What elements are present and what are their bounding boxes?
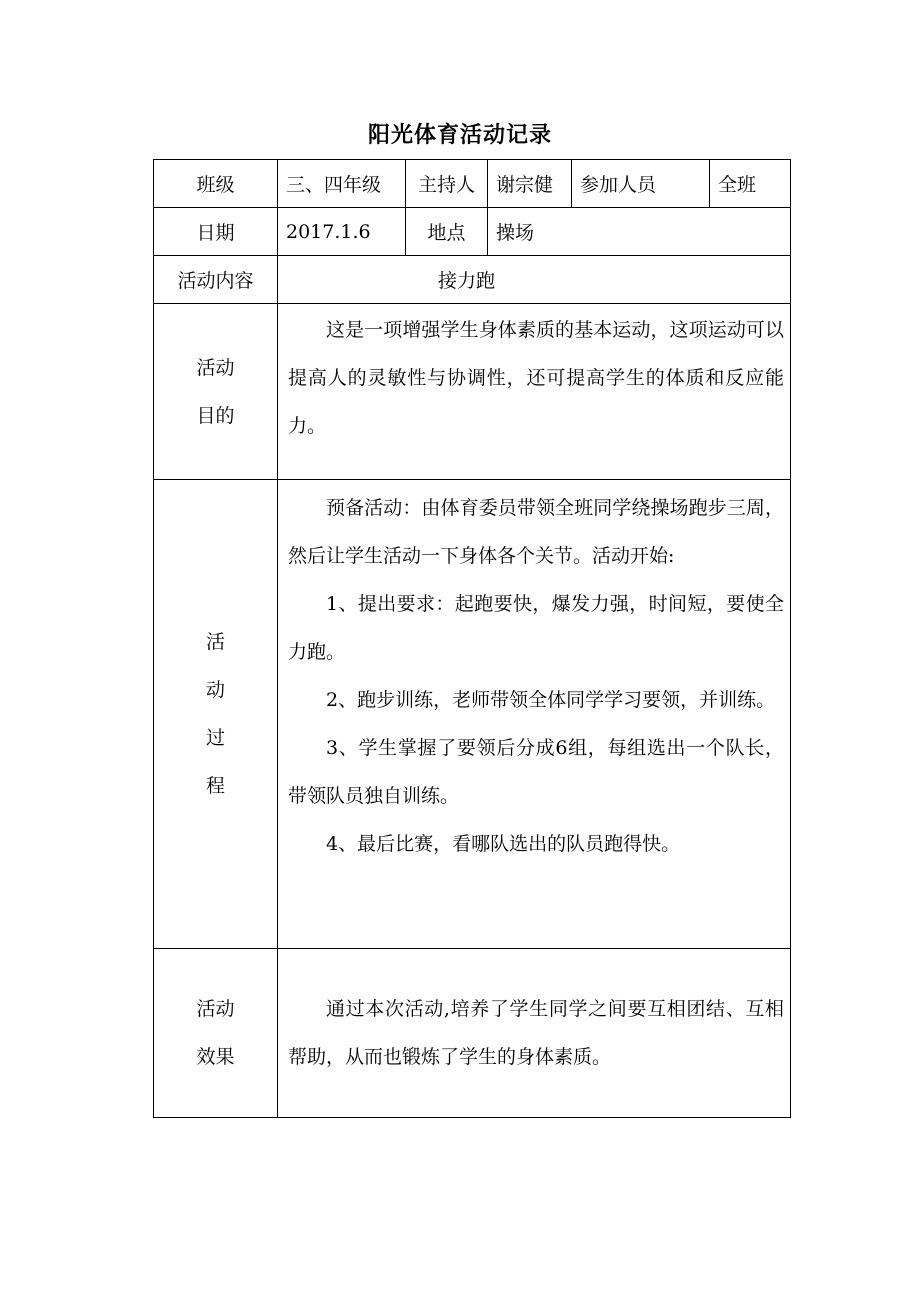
purpose-label <box>154 304 278 480</box>
effect-label <box>154 949 278 1118</box>
effect-label-line1: 活动 <box>196 998 235 1020</box>
purpose-text: 这是一项增强学生身体素质的基本运动，这项运动可以提高人的灵敏性与协调性，还可提高学生的体质和反应能力。 <box>288 319 784 437</box>
process-label-char: 活 <box>205 631 225 653</box>
activity-record-table <box>153 159 791 1118</box>
purpose-text-cell <box>278 304 791 480</box>
process-paragraph: 1、提出要求：起跑要快，爆发力强，时间短，要使全力跑。 <box>288 593 784 663</box>
process-label <box>154 480 278 949</box>
process-paragraph: 2、跑步训练，老师带领全体同学学习要领，并训练。 <box>326 689 776 711</box>
table-row <box>154 256 791 304</box>
host-label: 主持人 <box>406 160 488 208</box>
process-paragraph: 预备活动：由体育委员带领全班同学绕操场跑步三周，然后让学生活动一下身体各个关节。活动开始: <box>288 497 784 567</box>
content-label: 活动内容 <box>154 256 278 304</box>
purpose-label-line1: 活动 <box>196 356 235 379</box>
effect-text-cell <box>278 949 791 1118</box>
effect-text: 通过本次活动,培养了学生同学之间要互相团结、互相帮助，从而也锻炼了学生的身体素质。 <box>288 998 784 1068</box>
process-text-cell <box>278 480 791 949</box>
purpose-label-line2: 目的 <box>196 404 235 427</box>
table-row <box>154 949 791 1118</box>
participants-label: 参加人员 <box>572 160 710 208</box>
table-row <box>154 208 791 256</box>
table-row <box>154 480 791 949</box>
process-paragraph: 4、最后比赛，看哪队选出的队员跑得快。 <box>326 833 681 855</box>
process-label-char: 过 <box>205 727 225 749</box>
process-paragraph: 3、学生掌握了要领后分成6组，每组选出一个队长，带领队员独自训练。 <box>288 737 784 807</box>
page-title: 阳光体育活动记录 <box>367 123 552 148</box>
table-row <box>154 160 791 208</box>
process-label-char: 动 <box>205 679 225 701</box>
effect-label-line2: 效果 <box>196 1046 235 1068</box>
participants-value: 全班 <box>710 160 791 208</box>
content-value: 接力跑 <box>278 256 791 304</box>
date-value: 2017.1.6 <box>278 208 406 256</box>
table-row <box>154 304 791 480</box>
host-value: 谢宗健 <box>488 160 572 208</box>
class-value: 三、四年级 <box>278 160 406 208</box>
process-label-char: 程 <box>205 775 225 797</box>
class-label: 班级 <box>154 160 278 208</box>
place-value: 操场 <box>488 208 791 256</box>
place-label: 地点 <box>406 208 488 256</box>
date-label: 日期 <box>154 208 278 256</box>
